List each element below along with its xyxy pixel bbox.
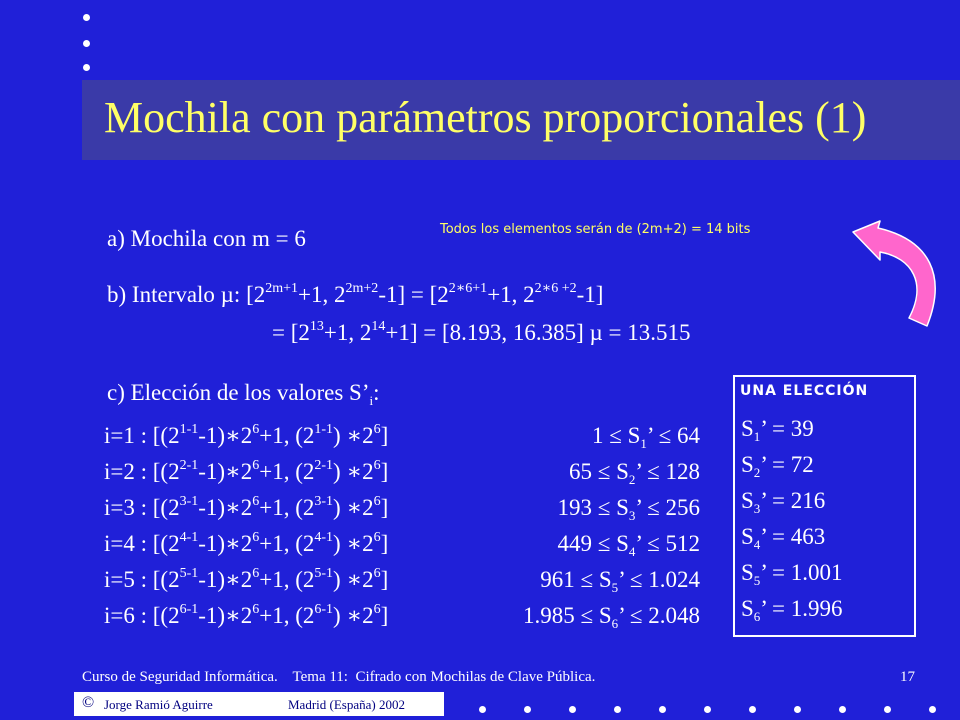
exp6: 6 — [373, 458, 381, 473]
dot — [884, 706, 891, 713]
choice-item: $S_4$’ = 463 — [741, 524, 826, 552]
exp: 4-1 — [314, 530, 334, 545]
exp6: 6 — [252, 602, 260, 617]
row-interval-formula: i=1 : [$(2^{1-1}-1)∗2^6+1$, (2$^{1-1}$) $∗2^6$] — [104, 422, 389, 448]
s-index: 2 — [753, 465, 761, 480]
choice-item: $S_2$’ = 72 — [741, 452, 814, 480]
upper-bound: 128 — [665, 459, 700, 484]
choice-item: $S_3$’ = 216 — [741, 488, 826, 516]
row-range: $193 \le S_3$’ ≤ 256 — [557, 495, 700, 523]
choice-item: $S_1$’ = 39 — [741, 416, 814, 444]
upper-bound: 64 — [677, 423, 700, 448]
row-index: i=4 — [104, 531, 135, 556]
page-number: 17 — [900, 669, 915, 685]
s-index: 4 — [628, 544, 636, 559]
choice-item: $S_5$’ = 1.001 — [741, 560, 843, 588]
text: +1, 2 — [487, 282, 535, 307]
s-index: 1 — [640, 436, 647, 451]
author-place: Madrid (España) 2002 — [288, 697, 405, 712]
choice-value: = 463 — [772, 524, 826, 549]
exp: 5-1 — [179, 566, 199, 581]
lower-bound: 449 — [557, 531, 592, 556]
copyright-symbol: © — [82, 694, 95, 711]
exp: 1-1 — [314, 422, 334, 437]
text: b) Intervalo µ: [2 — [107, 282, 266, 307]
s-index: 4 — [753, 537, 761, 552]
choice-value: = 216 — [772, 488, 826, 513]
exp: 2-1 — [314, 458, 334, 473]
curved-arrow-icon — [845, 218, 955, 333]
line-a: a) Mochila con m = 6 — [107, 226, 306, 251]
dot — [704, 706, 711, 713]
footer-course: Curso de Seguridad Informática. Tema 11: Cifrado con Mochilas de Clave Pública. — [82, 669, 596, 685]
choice-item: $S_6$’ = 1.996 — [741, 596, 843, 624]
author-bar — [74, 692, 444, 716]
row-interval-formula: i=3 : [$(2^{3-1}-1)∗2^6+1$, (2$^{3-1}$) $∗2^6$] — [104, 494, 389, 520]
dot — [83, 40, 90, 47]
choice-value: = 1.001 — [772, 560, 843, 585]
text: -1] = [2 — [378, 282, 449, 307]
row-interval-formula: i=4 : [$(2^{4-1}-1)∗2^6+1$, (2$^{4-1}$) $∗2^6$] — [104, 530, 389, 556]
lower-bound: 193 — [557, 495, 592, 520]
row-range: $961 \le S_5$’ ≤ 1.024 — [540, 567, 700, 595]
exponent: 2m+1 — [265, 281, 299, 296]
author-name: Jorge Ramió Aguirre — [104, 697, 213, 712]
exp6: 6 — [373, 566, 381, 581]
exp6: 6 — [373, 530, 381, 545]
row-index: i=1 — [104, 423, 135, 448]
dot — [929, 706, 936, 713]
exp: 6-1 — [179, 602, 199, 617]
exp6: 6 — [252, 458, 260, 473]
dot — [479, 706, 486, 713]
exp: 6-1 — [314, 602, 334, 617]
choice-value: = 72 — [772, 452, 814, 477]
slide-title: Mochila con parámetros proporcionales (1) — [104, 93, 867, 142]
dot — [659, 706, 666, 713]
exp6: 6 — [252, 530, 260, 545]
lower-bound: 1 — [592, 423, 604, 448]
row-index: i=6 — [104, 603, 135, 628]
upper-bound: 256 — [665, 495, 700, 520]
exp6: 6 — [373, 602, 381, 617]
lower-bound: 961 — [540, 567, 575, 592]
exp: 5-1 — [314, 566, 334, 581]
text: +1, 2 — [323, 320, 372, 345]
title-bar — [82, 80, 960, 160]
exp: 4-1 — [179, 530, 199, 545]
row-interval-formula: i=6 : [$(2^{6-1}-1)∗2^6+1$, (2$^{6-1}$) $∗2^6$] — [104, 602, 389, 628]
text: -1] — [576, 282, 604, 307]
exp6: 6 — [373, 422, 381, 437]
exponent: 13 — [309, 319, 324, 334]
line-b-values — [272, 321, 691, 344]
row-range: $1.985 \le S_6$’ ≤ 2.048 — [523, 603, 700, 631]
exponent: 2∗6+1 — [448, 281, 488, 296]
row-range: $1 \le S_1$’ ≤ 64 — [592, 423, 700, 451]
row-range: $449 \le S_4$’ ≤ 512 — [557, 531, 700, 559]
dot — [524, 706, 531, 713]
text: c) Elección de los valores S’ — [107, 380, 370, 405]
row-range: $65 \le S_2$’ ≤ 128 — [569, 459, 700, 487]
upper-bound: 1.024 — [648, 567, 700, 592]
exp: 1-1 — [179, 422, 199, 437]
text: +1, 2 — [298, 282, 346, 307]
line-b-interval — [107, 283, 603, 306]
choice-value: = 39 — [772, 416, 814, 441]
lower-bound: 65 — [569, 459, 592, 484]
bits-note: Todos los elementos serán de (2m+2) = 14 bits — [440, 222, 751, 237]
exp: 3-1 — [179, 494, 199, 509]
s-index: 5 — [611, 580, 619, 595]
row-index: i=2 — [104, 459, 135, 484]
choice-value: = 1.996 — [772, 596, 843, 621]
exp6: 6 — [373, 494, 381, 509]
text: : — [373, 380, 380, 405]
row-interval-formula: i=5 : [$(2^{5-1}-1)∗2^6+1$, (2$^{5-1}$) $∗2^6$] — [104, 566, 389, 592]
upper-bound: 512 — [665, 531, 700, 556]
exp: 3-1 — [314, 494, 334, 509]
dot — [839, 706, 846, 713]
s-index: 6 — [753, 609, 761, 624]
exp6: 6 — [252, 494, 260, 509]
row-interval-formula: i=2 : [$(2^{2-1}-1)∗2^6+1$, (2$^{2-1}$) $∗2^6$] — [104, 458, 389, 484]
dot — [794, 706, 801, 713]
dot — [614, 706, 621, 713]
s-index: 3 — [753, 501, 761, 516]
dot — [569, 706, 576, 713]
exp: 2-1 — [179, 458, 199, 473]
row-index: i=5 — [104, 567, 135, 592]
s-index: 5 — [753, 573, 761, 588]
s-index: 2 — [628, 472, 636, 487]
subscript: i — [369, 393, 374, 408]
lower-bound: 1.985 — [523, 603, 575, 628]
row-index: i=3 — [104, 495, 135, 520]
text: = [2 — [272, 320, 310, 345]
dot — [83, 14, 90, 21]
dot — [83, 64, 90, 71]
exponent: 2∗6 +2 — [534, 281, 577, 296]
exponent: 14 — [371, 319, 386, 334]
s-index: 6 — [611, 616, 619, 631]
text: +1] = [8.193, 16.385] µ = 13.515 — [385, 320, 691, 345]
upper-bound: 2.048 — [648, 603, 700, 628]
exp6: 6 — [252, 422, 260, 437]
choice-title: UNA ELECCIÓN — [740, 383, 869, 399]
exp6: 6 — [252, 566, 260, 581]
line-c-heading — [107, 380, 380, 408]
exponent: 2m+2 — [345, 281, 379, 296]
dot — [749, 706, 756, 713]
s-index: 3 — [628, 508, 636, 523]
s-index: 1 — [753, 429, 761, 444]
